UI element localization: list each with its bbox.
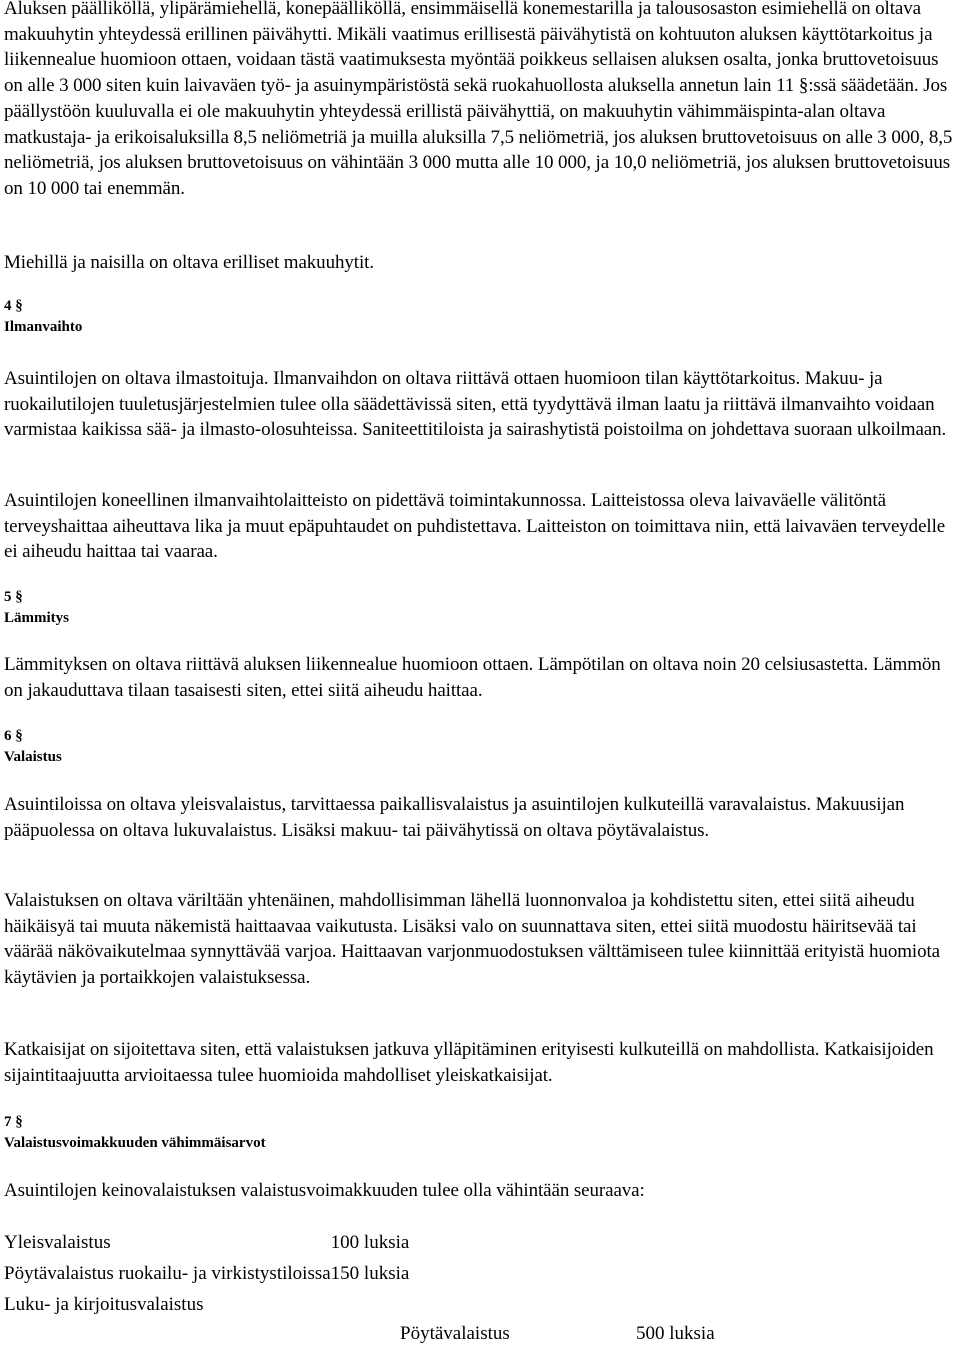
table-row [4,1258,409,1289]
section-paragraph: Asuintilojen koneellinen ilmanvaihtolaitteisto on pidettävä toimintakunnossa. Laitteistossa oleva laivaväelle välitöntä terveyshaittaa aiheuttava lika ja muut epäpuhtaudet on puhdistettava. Laitteiston on toimittava niin, että laivaväen terveydelle ei aiheudu haittaa tai vaaraa. [4,490,946,563]
lux-value: 100 luksia [330,1232,410,1253]
section-paragraph: Katkaisijat on sijoitettava siten, että valaistuksen jatkuva ylläpitäminen erityisesti kulkuteillä on mahdollista. Katkaisijoiden sijaintitaajuutta arvioitaessa tulee huomioida mahdolliset yleiskatkaisijat. [4,1039,934,1086]
lux-label: Yleisvalaistus [4,1232,111,1253]
section-4 [4,297,959,338]
section-paragraph: Valaistuksen on oltava väriltään yhtenäinen, mahdollisimman lähellä luonnonvaloa ja kohdistettu siten, ettei siitä aiheudu häikäisyä tai muuta näkemistä haittaavaa vaikutusta. Lisäksi valo on suunnattava siten, ettei siitä muodostu häiritsevää tai väärää näkövaikutelmaa synnyttävää varjoa. Haittaavan varjonmuodostuksen välttämiseen tulee kiinnittää erityistä huomiota käytävien ja portaikkojen valaistuksessa. [4,890,940,989]
section-title: Valaistusvoimakkuuden vähimmäisarvot [4,1135,266,1151]
lux-sub-row [400,1321,715,1347]
section-paragraph: Asuintiloissa on oltava yleisvalaistus, tarvittaessa paikallisvalaistus ja asuintilojen kulkuteillä varavalaistus. Makuusijan pääpuolessa on oltava lukuvalaistus. Lisäksi makuu- tai päivähytissä on oltava pöytävalaistus. [4,794,905,841]
section-paragraph: Asuintilojen keinovalaistuksen valaistusvoimakkuuden tulee olla vähintään seuraava: [4,1180,645,1201]
section-title: Ilmanvaihto [4,319,83,335]
table-row [4,1289,409,1320]
section-title: Lämmitys [4,610,69,626]
section-number: 6 § [4,728,23,744]
lux-sub-value: 500 luksia [636,1323,715,1344]
section-number: 4 § [4,298,23,314]
lux-value [331,1289,410,1320]
section-number: 7 § [4,1114,23,1130]
lux-label: Pöytävalaistus ruokailu- ja virkistystiloissa [4,1263,331,1284]
section-paragraph: Asuintilojen on oltava ilmastoituja. Ilmanvaihdon on oltava riittävä ottaen huomioon tilan käyttötarkoitus. Makuu- ja ruokailutilojen tuuletusjärjestelmien tulee olla säädettävissä siten, että tyydyttävä ilman laatu ja riittävä ilmanvaihto voidaan varmistaa kaikissa sää- ja ilmasto-olosuhteissa. Saniteettitiloista ja sairashytistä poistoilma on johdettava suoraan ulkoilmaan. [4,368,947,441]
lux-value: 150 luksia [330,1263,410,1284]
section-7 [4,1113,959,1154]
section-paragraph: Lämmityksen on oltava riittävä aluksen liikennealue huomioon ottaen. Lämpötilan on oltava noin 20 celsiusastetta. Lämmön on jakauduttava tilaan tasaisesti siten, ettei siitä aiheudu haittaa. [4,654,941,701]
separate-cabins-paragraph: Miehillä ja naisilla on oltava erilliset makuuhytit. [4,252,374,273]
table-row [4,1227,409,1258]
section-5 [4,588,959,629]
section-6 [4,727,959,768]
lux-sub-label: Pöytävalaistus [400,1323,510,1344]
lux-table [4,1227,409,1320]
section-title: Valaistus [4,749,62,765]
intro-paragraph: Aluksen päälliköllä, ylipärämiehellä, konepäälliköllä, ensimmäisellä konemestarilla ja talousosaston esimiehellä on oltava makuuhytin yhteydessä erillinen päivähytti. Mikäli vaatimus erillisestä päivähytistä on kohtuuton aluksen käyttötarkoitus ja liikennealue huomioon ottaen, voidaan tästä vaatimuksesta myöntää poikkeus sellaisen aluksen osalta, jonka bruttovetoisuus on alle 3 000 siten kuin laivaväen työ- ja asuinympäristöstä sekä ruokahuollosta aluksella annetun lain 11 §:ssä säädetään. Jos päällystöön kuuluvalla ei ole makuuhytin yhteydessä erillistä päivähyttiä, on makuuhytin vähimmäispinta-alan oltava matkustaja- ja erikoisaluksilla 8,5 neliömetriä ja muilla aluksilla 7,5 neliömetriä, jos aluksen bruttovetoisuus on alle 3 000, 8,5 neliömetriä, jos aluksen bruttovetoisuus on vähintään 3 000 mutta alle 10 000, ja 10,0 neliömetriä, jos aluksen bruttovetoisuus on 10 000 tai enemmän. [4,0,953,199]
lux-label: Luku- ja kirjoitusvalaistus [4,1294,204,1315]
section-number: 5 § [4,589,23,605]
